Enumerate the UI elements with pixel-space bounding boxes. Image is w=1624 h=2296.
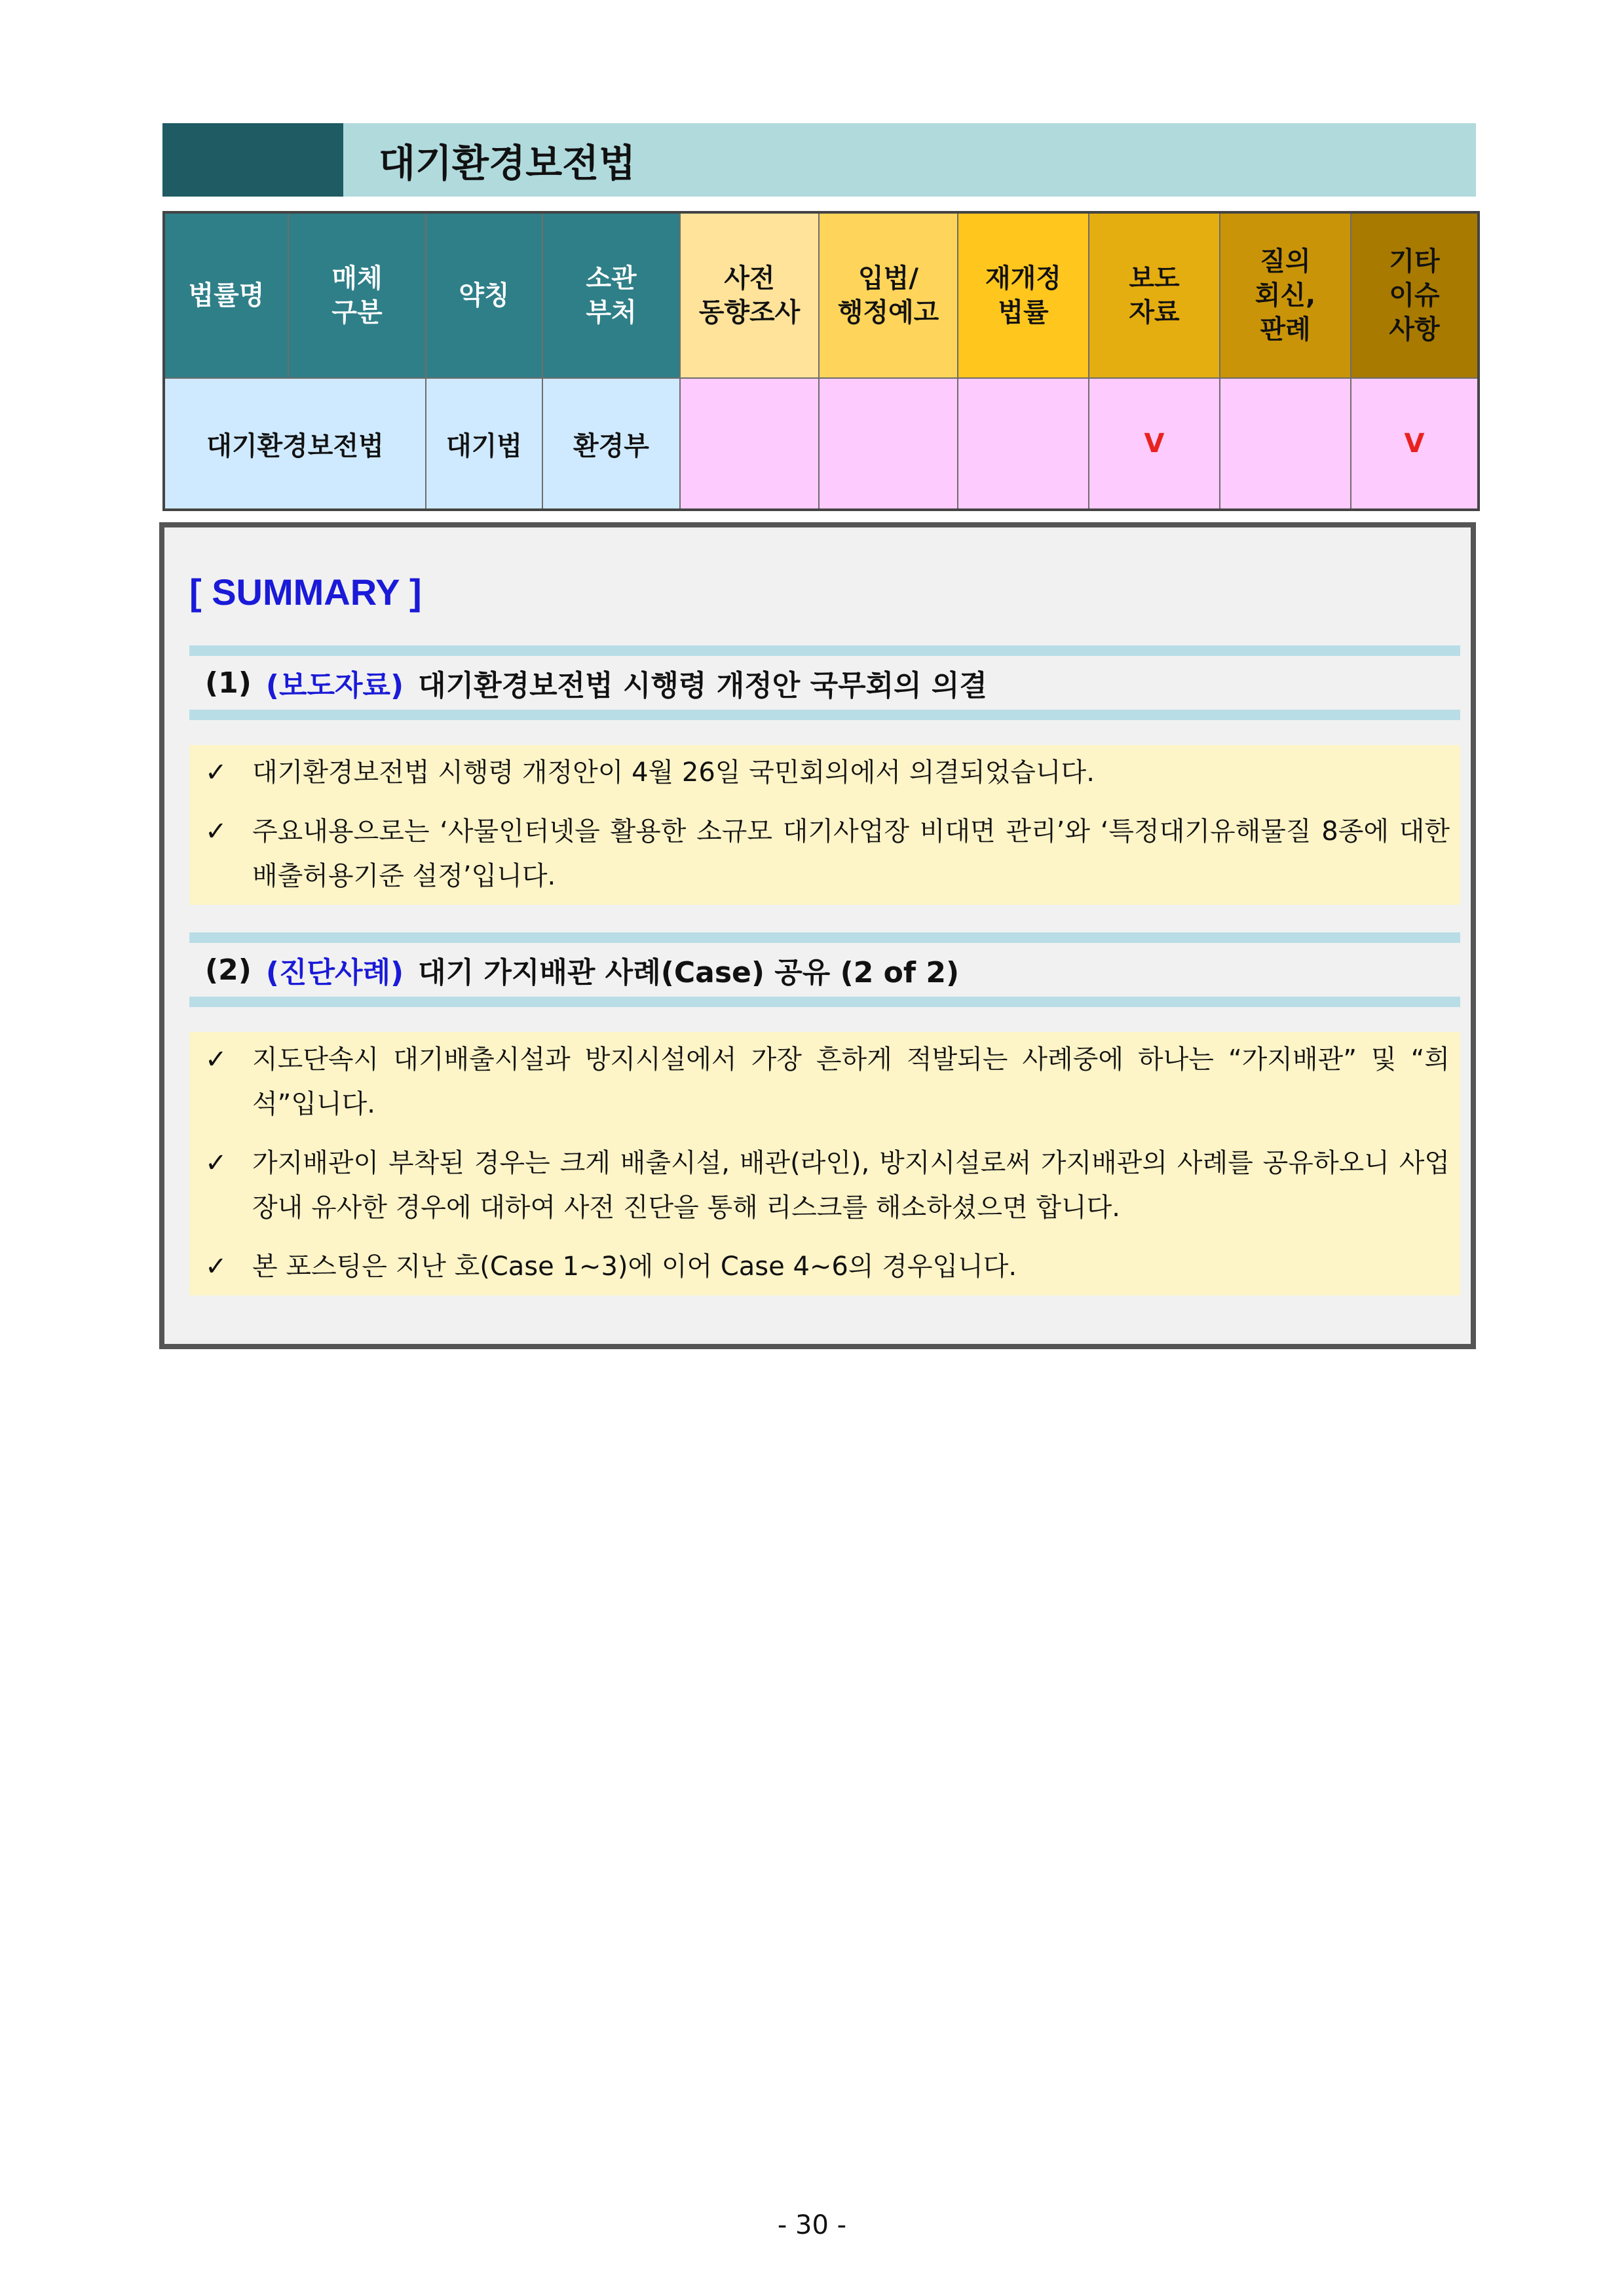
check-icon: ✓: [205, 1044, 227, 1075]
page-title: 대기환경보전법: [343, 123, 1476, 197]
cell-press-release: V: [1089, 378, 1220, 510]
check-icon: ✓: [205, 1252, 227, 1282]
section-number: (1): [205, 666, 252, 700]
section-heading: [189, 943, 1460, 997]
bullet-list: [189, 745, 1460, 905]
table-header-row: [164, 212, 1479, 378]
cell-other-issues: V: [1351, 378, 1479, 510]
header-short-name: 약칭: [426, 212, 542, 378]
section-title: 대기 가지배관 사례(Case) 공유 (2 of 2): [418, 956, 960, 989]
summary-section-2: [189, 932, 1460, 1295]
bullet-list: [189, 1032, 1460, 1295]
summary-title: [ SUMMARY ]: [189, 571, 422, 613]
section-title: 대기환경보전법 시행령 개정안 국무회의 의결: [418, 669, 987, 702]
cell-ministry: 환경부: [542, 378, 680, 510]
cell-law-name: 대기환경보전법: [164, 378, 426, 510]
check-icon: ✓: [205, 816, 227, 847]
header-press-release: 보도 자료: [1089, 212, 1220, 378]
list-item: [201, 1037, 1450, 1126]
list-item: [201, 1244, 1450, 1289]
summary-section-1: [189, 645, 1460, 905]
cell-short-name: 대기법: [426, 378, 542, 510]
bullet-text: 주요내용으로는 ‘사물인터넷을 활용한 소규모 대기사업장 비대면 관리’와 ‘특정대기유해물질 8종에 대한 배출허용기준 설정’입니다.: [252, 816, 1450, 891]
page-number: - 30 -: [777, 2210, 847, 2240]
header-ministry: 소관 부처: [542, 212, 680, 378]
header-pre-survey: 사전 동향조사: [680, 212, 819, 378]
section-tag: (보도자료): [265, 669, 404, 702]
header-media-type: 매체 구분: [288, 212, 426, 378]
section-tag: (진단사례): [265, 956, 404, 989]
cell-amended-law: [958, 378, 1089, 510]
list-item: [201, 809, 1450, 898]
bullet-text: 지도단속시 대기배출시설과 방지시설에서 가장 흔하게 적발되는 사례중에 하나는 “가지배관” 및 “희석”입니다.: [252, 1044, 1450, 1119]
check-icon: ✓: [205, 1148, 227, 1178]
header-law-name: 법률명: [164, 212, 288, 378]
table-row: [164, 378, 1479, 510]
cell-pre-survey: [680, 378, 819, 510]
title-accent-block: [162, 123, 343, 197]
title-bar: [162, 123, 1476, 197]
header-amended-law: 재개정 법률: [958, 212, 1089, 378]
list-item: [201, 750, 1450, 795]
bullet-text: 가지배관이 부착된 경우는 크게 배출시설, 배관(라인), 방지시설로써 가지배관의 사례를 공유하오니 사업장내 유사한 경우에 대하여 사전 진단을 통해 리스크를 해소하셨으면 합니다.: [252, 1148, 1450, 1223]
header-other-issues: 기타 이슈 사항: [1351, 212, 1479, 378]
bullet-text: 대기환경보전법 시행령 개정안이 4월 26일 국민회의에서 의결되었습니다.: [252, 757, 1095, 788]
law-table: [162, 211, 1480, 511]
check-icon: ✓: [205, 757, 227, 788]
bullet-text: 본 포스팅은 지난 호(Case 1~3)에 이어 Case 4~6의 경우입니다.: [252, 1252, 1017, 1282]
cell-legislation-notice: [819, 378, 958, 510]
section-divider: [189, 710, 1460, 720]
section-divider: [189, 645, 1460, 656]
header-inquiry-reply: 질의 회신, 판례: [1220, 212, 1351, 378]
summary-box: [159, 522, 1476, 1349]
list-item: [201, 1141, 1450, 1230]
section-number: (2): [205, 953, 252, 987]
header-legislation-notice: 입법/ 행정예고: [819, 212, 958, 378]
section-divider: [189, 997, 1460, 1007]
section-heading: [189, 656, 1460, 710]
section-divider: [189, 932, 1460, 943]
cell-inquiry-reply: [1220, 378, 1351, 510]
